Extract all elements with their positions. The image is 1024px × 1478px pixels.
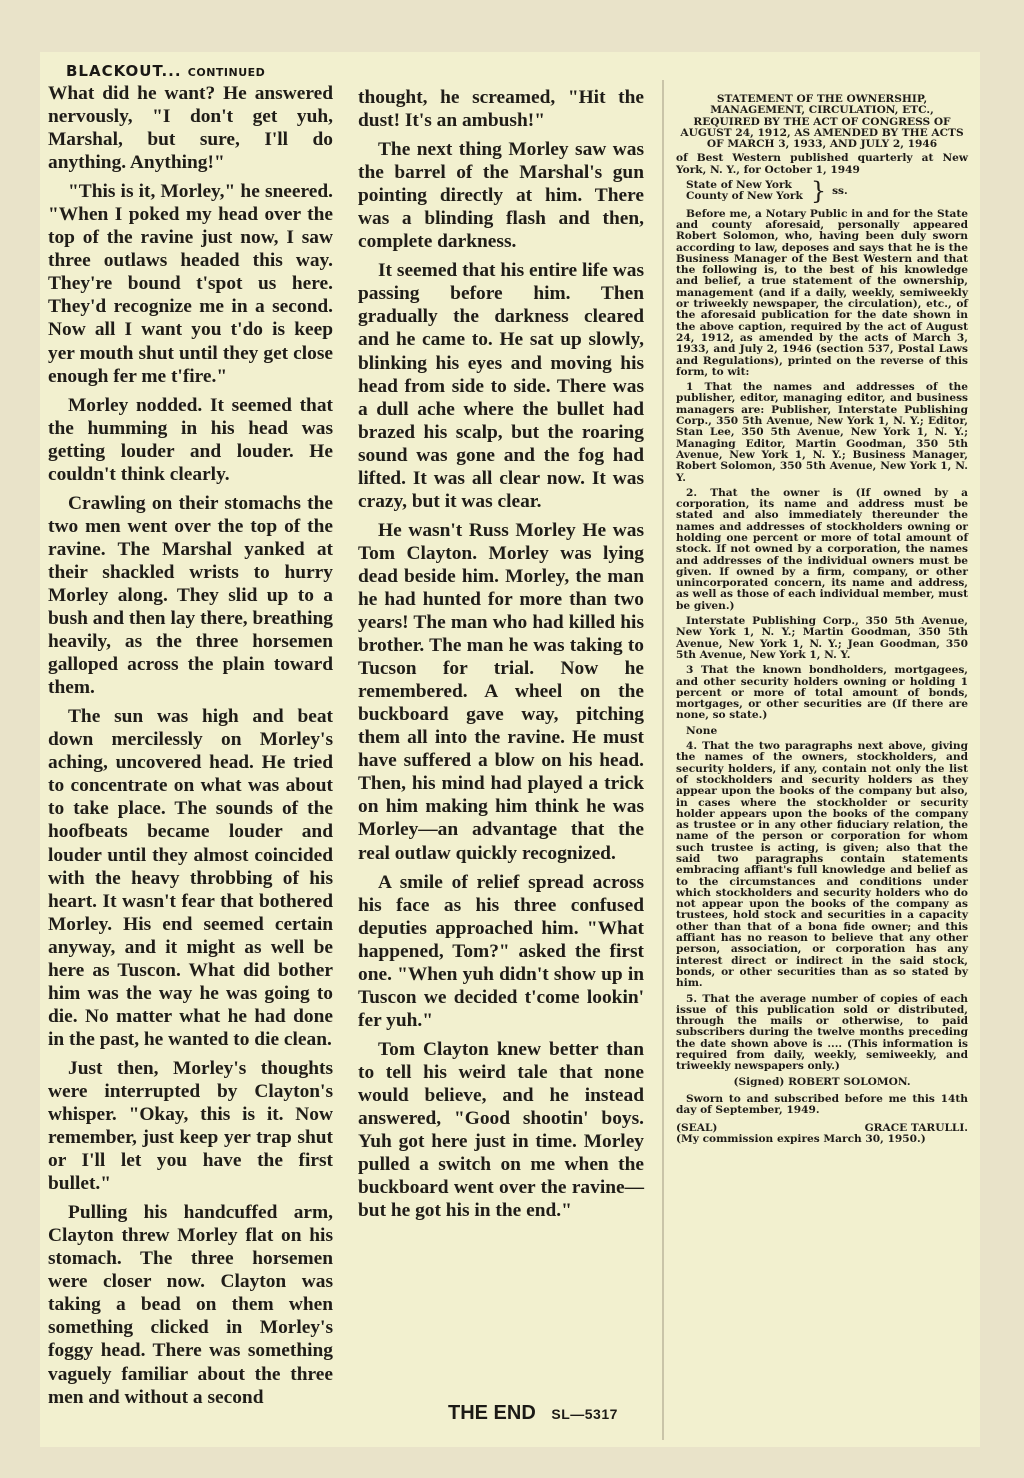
statement-paragraph: 2. That the owner is (If owned by a corporation, its name and address must be stated and also immediately thereunder the names and addresses of stockholders owning or holding one percent or more of total amount of stock. If not owned by a corporation, the names and addresses of the individual owners must be given. If owned by a firm, company, or other unincorporated concern, its name and address, as well as those of each individual member, must be given.) — [676, 486, 968, 612]
commission-line: (My commission expires March 30, 1950.) — [676, 1132, 926, 1145]
paragraph: Tom Clayton knew better than to tell his weird tale that none would believe, and he instead answered, "Good shootin' boys. Yuh got here just in time. Morley pulled a switch on me when the buckboard went over the ravine—but he got his in the end." — [358, 1038, 644, 1222]
statement-title: STATEMENT OF THE OWNERSHIP, MANAGEMENT, CIRCULATION, ETC., REQUIRED BY THE ACT OF CONGRESS OF AUGUST 24, 1912, AS AMENDED BY THE ACTS OF MARCH 3, 1933, AND JULY 2, 1946 — [680, 93, 964, 151]
paragraph: He wasn't Russ Morley He was Tom Clayton. Morley was lying dead beside him. Morley, the man he had hunted for more than two years! The man who had killed his brother. The man he was taking to Tucson for trial. Now he remembered. A wheel on the buckboard gave way, pitching them all into the ravine. He must have suffered a blow on his head. Then, his mind had played a trick on him making him think he was Morley—an advantage that the real outlaw quickly recognized. — [358, 519, 644, 864]
story-column-2 — [358, 86, 644, 1228]
statement-paragraph: 3 That the known bondholders, mortgagees, and other security holders owning or holding 1 percent or more of total amount of bonds, mortgages, or other securities are (If there are none, so state.) — [676, 664, 968, 722]
paragraph: Crawling on their stomachs the two men went over the top of the ravine. The Marshal yanked at their shackled wrists to hurry Morley along. They slid up to a bush and then lay there, breathing heavily, as the three horsemen galloped across the plain toward them. — [48, 492, 333, 699]
paragraph: A smile of relief spread across his face as his three confused deputies approached him. "What happened, Tom?" asked the first one. "When yuh didn't show up in Tuscon we decided t'come lookin' fer yuh." — [358, 871, 644, 1031]
state-line: State of New York — [686, 179, 792, 192]
story-end — [448, 1402, 618, 1425]
paragraph: It seemed that his entire life was passing before him. Then gradually the darkness cleared and he came to. He sat up slowly, blinking his eyes and moving his head from side to side. There was a dull ache where the bullet had brazed his scalp, but the roaring sound was gone and the fog had lifted. It was all clear now. It was crazy, but it was clear. — [358, 260, 644, 512]
story-title: BLACKOUT... — [66, 62, 182, 80]
paragraph: thought, he screamed, "Hit the dust! It's an ambush!" — [358, 87, 644, 132]
signature-line: (Signed) ROBERT SOLOMON. — [733, 1075, 911, 1088]
paragraph: Just then, Morley's thoughts were interrupted by Clayton's whisper. "Okay, this is it. Now remember, just keep yer trap shut or I'll let you have the first bullet." — [48, 1057, 333, 1195]
paragraph: Morley nodded. It seemed that the humming in his head was getting louder and louder. He couldn't think clearly. — [48, 394, 333, 485]
statement-paragraph: Before me, a Notary Public in and for the State and county aforesaid, personally appeared Robert Solomon, who, having been duly sworn according to law, deposes and says that he is the Business Manager of the Best Western and that the following is, to the best of his knowledge and belief, a true statement of the ownership, management (and if a daily, weekly, semiweekly or triweekly newspaper, the circulation), etc., of the aforesaid publication for the date shown in the above caption, required by the act of August 24, 1912, as amended by the acts of March 3, 1933, and July 2, 1946 (section 537, Postal Laws and Regulations), printed on the reverse of this form, to wit: — [676, 207, 968, 378]
paragraph: "This is it, Morley," he sneered. "When I poked my head over the top of the ravine just now, I saw three outlaws headed this way. They're bound t'spot us here. They'd recognize me in a second. Now all I want you t'do is keep yer mouth shut until they get close enough fer me t'fire." — [48, 181, 333, 387]
county-line: County of New York — [686, 190, 803, 203]
statement-intro: of Best Western published quarterly at New York, N. Y., for October 1, 1949 — [676, 152, 968, 176]
statement-paragraph: 4. That the two paragraphs next above, giving the names of the owners, stockholders, and security holders, if any, contain not only the list of stockholders and security holders as they appear upon the books of the company but also, in cases where the stockholder or security holder appears upon the books of the company as trustee or in any other fiduciary relation, the name of the person or corporation for whom such trustee is acting, is given; also that the said two paragraphs contain statements embracing affiant's full knowledge and belief as to the circumstances and conditions under which stockholders and security holders who do not appear upon the books of the company as trustees, hold stock and securities in a capacity other than that of a bona fide owner; and this affiant has no reason to believe that any other person, association, or corporation has any interest direct or indirect in the said stock, bonds, or other securities than as so stated by him. — [676, 740, 968, 990]
paragraph: The next thing Morley saw was the barrel of the Marshal's gun pointing directly at him. There was a blinding flash and then, complete darkness. — [358, 139, 644, 253]
venue-block — [686, 177, 968, 206]
column-divider — [662, 80, 664, 1440]
statement-paragraph: 1 That the names and addresses of the publisher, editor, managing editor, and business managers are: Publisher, Interstate Publishing Corp., 350 5th Avenue, New York 1, N. Y.; Editor, Stan Lee, 350 5th Avenue, New York 1, N. Y.; Managing Editor, Martin Goodman, 350 5th Avenue, New York 1, N. Y.; Business Manager, Robert Solomon, 350 5th Avenue, New York 1, N. Y. — [676, 381, 968, 484]
seal-label: (SEAL) — [676, 1121, 718, 1134]
sworn-line: Sworn to and subscribed before me this 14th day of September, 1949. — [676, 1092, 968, 1117]
continued-label: CONTINUED — [187, 66, 266, 79]
notary-name: GRACE TARULLI. — [864, 1121, 968, 1134]
paragraph: What did he want? He answered nervously, "I don't get yuh, Marshal, but sure, I'll do anything. Anything!" — [48, 83, 333, 174]
the-end-label: THE END — [448, 1402, 536, 1424]
brace-icon: } — [810, 177, 827, 206]
story-heading — [66, 62, 265, 80]
story-code: SL—5317 — [551, 1406, 618, 1422]
statement-paragraph: 5. That the average number of copies of each issue of this publication sold or distributed, through the mails or otherwise, to paid subscribers during the twelve months preceding the date shown above is .... (This information is required from daily, weekly, semiweekly, and triweekly newspapers only.) — [676, 992, 968, 1073]
ownership-statement — [676, 94, 968, 1145]
statement-paragraph: Interstate Publishing Corp., 350 5th Avenue, New York 1, N. Y.; Martin Goodman, 350 5th Avenue, New York 1, N. Y.; Jean Goodman, 350 5th Avenue, New York 1, N. Y. — [676, 615, 968, 661]
ss-label: ss. — [832, 184, 848, 197]
story-column-1 — [48, 82, 333, 1415]
paragraph: Pulling his handcuffed arm, Clayton threw Morley flat on his stomach. The three horsemen were closer now. Clayton was taking a bead on them when something clicked in Morley's foggy head. There was something vaguely familiar about the three men and without a second — [48, 1202, 333, 1408]
paragraph: The sun was high and beat down mercilessly on Morley's aching, uncovered head. He tried to concentrate on what was about to take place. The sounds of the hoofbeats became louder and louder until they almost coincided with the heavy throbbing of his heart. It wasn't fear that bothered Morley. His end seemed certain anyway, and it might as well be here as Tuscon. What did bother him was the way he was going to die. No matter what he had done in the past, he wanted to die clean. — [48, 706, 333, 1050]
statement-none: None — [686, 724, 718, 737]
